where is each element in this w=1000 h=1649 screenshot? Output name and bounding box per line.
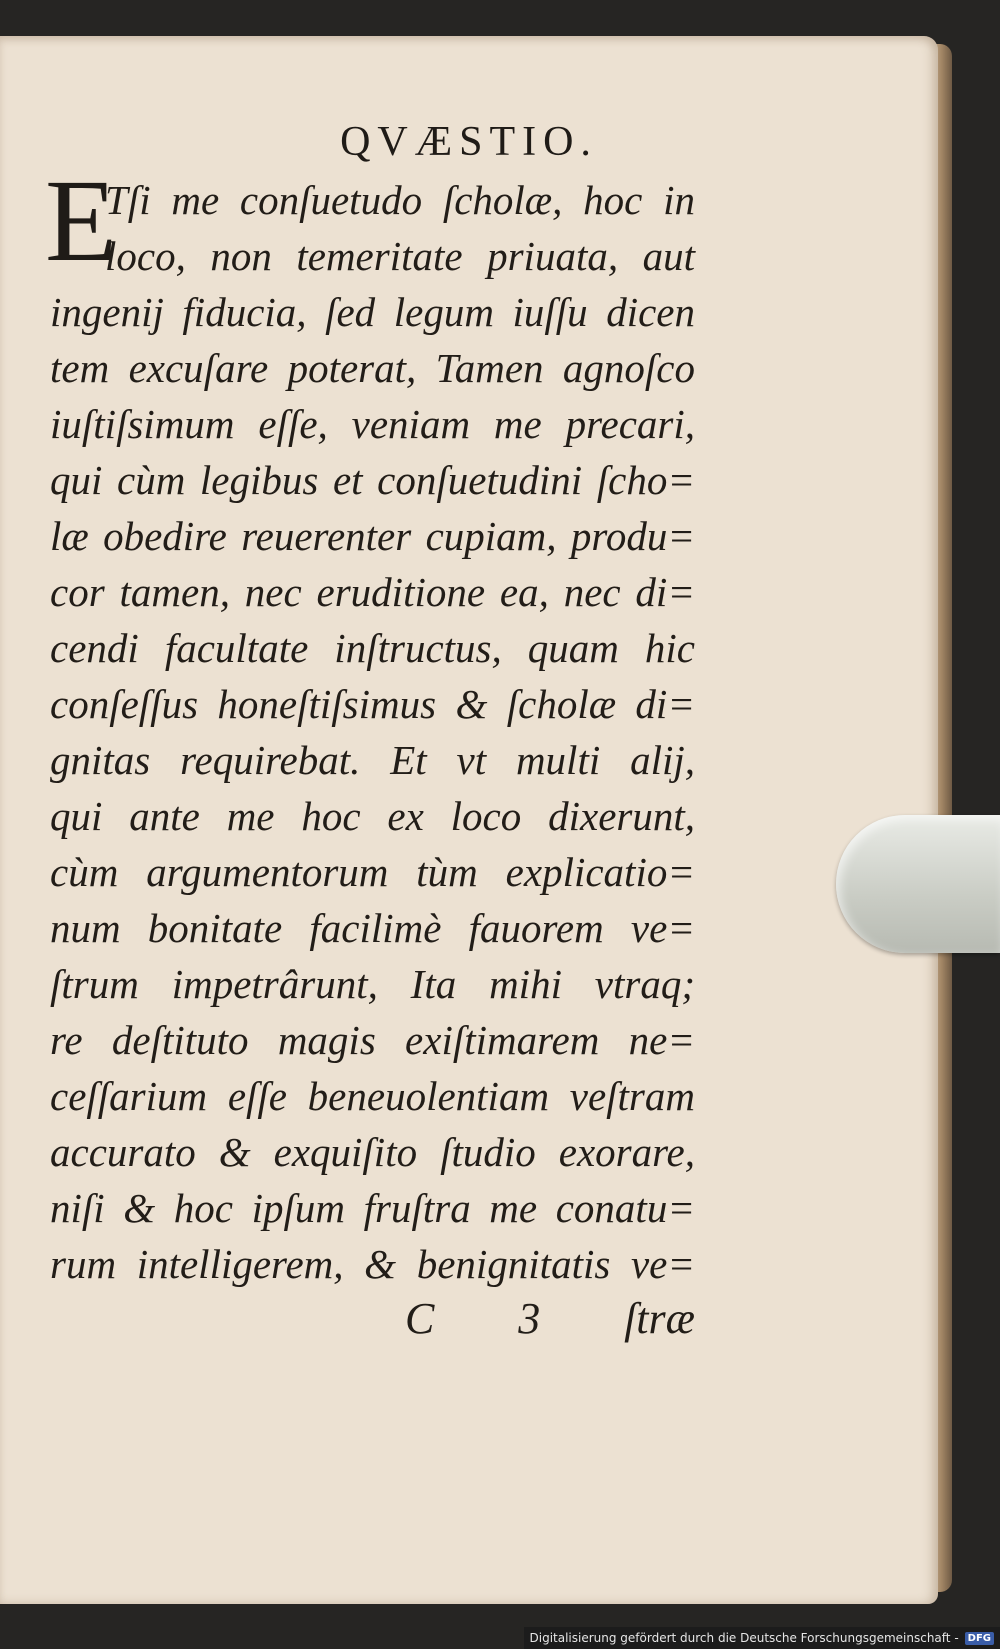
text-line: re deſtituto magis exiſtimarem ne= [50, 1017, 695, 1063]
text-line: niſi & hoc ipſum fruſtra me conatu= [50, 1185, 695, 1231]
body-text [50, 172, 695, 1292]
text-line: tem excuſare poterat, Tamen agnoſco [50, 345, 695, 391]
text-line: qui ante me hoc ex loco dixerunt, [50, 793, 695, 839]
text-line: rum intelligerem, & benignitatis ve= [50, 1241, 695, 1287]
text-line: ceſſarium eſſe beneuolentiam veſtram [50, 1073, 695, 1119]
signature-line [405, 1293, 695, 1344]
text-line: læ obedire reuerenter cupiam, produ= [50, 513, 695, 559]
text-line: loco, non temeritate priuata, aut [105, 233, 695, 279]
drop-initial: E [45, 155, 118, 286]
text-line: conſeſſus honeſtiſsimus & ſcholæ di= [50, 681, 695, 727]
footer-credit: Digitalisierung gefördert durch die Deutsche Forschungsgemeinschaft - [529, 1631, 959, 1645]
catchword: ſtræ [624, 1294, 695, 1343]
text-line: cùm argumentorum tùm explicatio= [50, 849, 695, 895]
text-line: cendi facultate inſtructus, quam hic [50, 625, 695, 671]
text-line: ingenij fiducia, ſed legum iuſſu dicen [50, 289, 695, 335]
footer-bar [524, 1627, 1000, 1649]
text-line: num bonitate facilimè fauorem ve= [50, 905, 695, 951]
text-line: gnitas requirebat. Et vt multi alij, [50, 737, 695, 783]
text-line: Tſi me conſuetudo ſcholæ, hoc in [105, 177, 695, 223]
text-line: cor tamen, nec eruditione ea, nec di= [50, 569, 695, 615]
text-line: qui cùm legibus et conſuetudini ſcho= [50, 457, 695, 503]
signature-number: 3 [518, 1294, 541, 1343]
text-line: iuſtiſsimum eſſe, veniam me precari, [50, 401, 695, 447]
text-line: ſtrum impetrârunt, Ita mihi vtraq; [50, 961, 695, 1007]
signature-mark: C [405, 1294, 435, 1343]
page-clip [836, 815, 1000, 953]
text-line: accurato & exquiſito ſtudio exorare, [50, 1129, 695, 1175]
dfg-logo-icon: DFG [965, 1632, 994, 1645]
page-heading: QVÆSTIO. [340, 119, 598, 165]
